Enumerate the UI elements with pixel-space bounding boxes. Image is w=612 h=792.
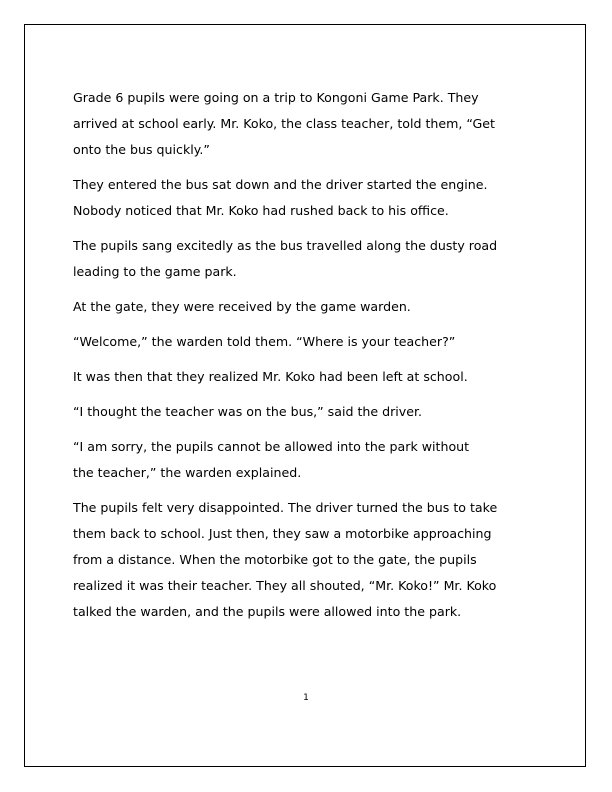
paragraph <box>73 85 523 163</box>
text-line: realized it was their teacher. They all shouted, “Mr. Koko!” Mr. Koko <box>73 578 497 593</box>
paragraph <box>73 172 523 224</box>
story-text <box>73 85 523 634</box>
text-line: At the gate, they were received by the game warden. <box>73 299 411 314</box>
text-line: leading to the game park. <box>73 264 237 279</box>
paragraph <box>73 434 523 486</box>
paragraph <box>73 329 523 355</box>
paragraph <box>73 399 523 425</box>
text-line: It was then that they realized Mr. Koko had been left at school. <box>73 369 468 384</box>
text-line: The pupils sang excitedly as the bus travelled along the dusty road <box>73 238 498 253</box>
page-number: 1 <box>303 693 309 703</box>
paragraph <box>73 364 523 390</box>
text-line: them back to school. Just then, they saw a motorbike approaching <box>73 526 492 541</box>
text-line: onto the bus quickly.” <box>73 142 210 157</box>
text-line: “I am sorry, the pupils cannot be allowed into the park without <box>73 439 470 454</box>
text-line: “Welcome,” the warden told them. “Where is your teacher?” <box>73 334 456 349</box>
paragraph <box>73 495 523 625</box>
text-line: the teacher,” the warden explained. <box>73 465 302 480</box>
text-line: Grade 6 pupils were going on a trip to Kongoni Game Park. They <box>73 90 479 105</box>
text-line: “I thought the teacher was on the bus,” said the driver. <box>73 404 423 419</box>
text-line: talked the warden, and the pupils were allowed into the park. <box>73 604 462 619</box>
text-line: They entered the bus sat down and the driver started the engine. <box>73 177 488 192</box>
paragraph <box>73 233 523 285</box>
document-page <box>24 24 586 767</box>
text-line: Nobody noticed that Mr. Koko had rushed back to his office. <box>73 203 449 218</box>
text-line: The pupils felt very disappointed. The driver turned the bus to take <box>73 500 498 515</box>
paragraph <box>73 294 523 320</box>
text-line: arrived at school early. Mr. Koko, the class teacher, told them, “Get <box>73 116 495 131</box>
text-line: from a distance. When the motorbike got to the gate, the pupils <box>73 552 477 567</box>
